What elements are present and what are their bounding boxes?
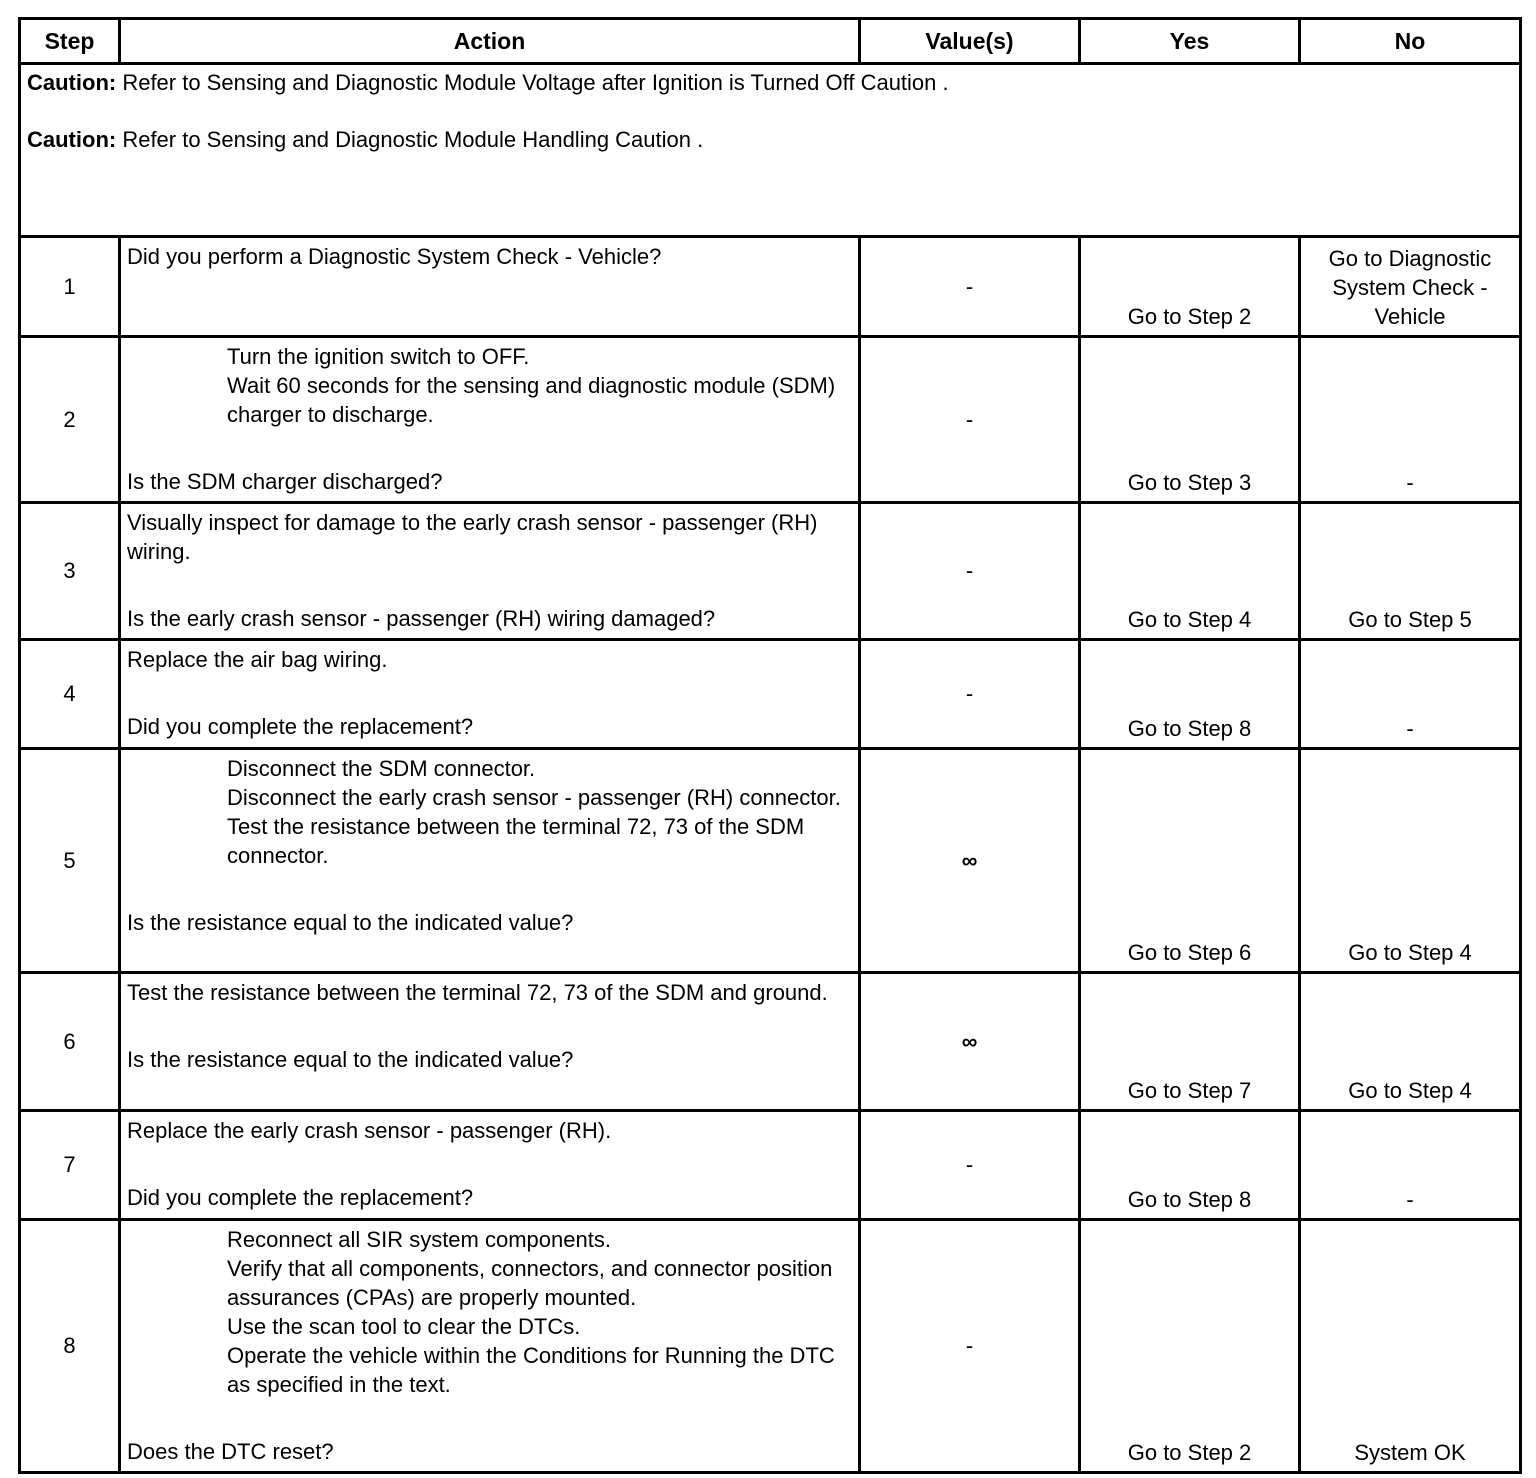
- action-cell: [120, 973, 860, 1111]
- value-cell: -: [860, 337, 1080, 503]
- table-row: [20, 337, 1521, 503]
- action-cell: [120, 503, 860, 640]
- action-cell: [120, 749, 860, 973]
- action-cell: [120, 1220, 860, 1473]
- value-cell: ∞: [860, 749, 1080, 973]
- yes-cell: Go to Step 6: [1080, 749, 1300, 973]
- caution-line: [27, 126, 1513, 154]
- table-row: [20, 973, 1521, 1111]
- table-row: [20, 749, 1521, 973]
- no-cell: Go to Step 4: [1300, 749, 1521, 973]
- action-question: Is the resistance equal to the indicated value?: [127, 910, 574, 935]
- action-question: Is the early crash sensor - passenger (RH) wiring damaged?: [127, 606, 716, 631]
- action-list-item: Disconnect the SDM connector.: [227, 756, 536, 781]
- yes-cell: Go to Step 2: [1080, 1220, 1300, 1473]
- table-row: [20, 1111, 1521, 1220]
- no-cell: Go to Step 5: [1300, 503, 1521, 640]
- step-number: 1: [20, 237, 120, 337]
- no-cell: Go to Step 4: [1300, 973, 1521, 1111]
- action-question: Did you complete the replacement?: [127, 1185, 474, 1210]
- action-cell: [120, 1111, 860, 1220]
- diagnostic-table: [18, 17, 1522, 1474]
- action-text: Replace the early crash sensor - passenger (RH).: [127, 1118, 612, 1143]
- action-text: Did you perform a Diagnostic System Check - Vehicle?: [127, 244, 662, 269]
- action-list-item: Use the scan tool to clear the DTCs.: [227, 1314, 581, 1339]
- yes-cell: Go to Step 8: [1080, 640, 1300, 749]
- value-cell: -: [860, 640, 1080, 749]
- step-number: 7: [20, 1111, 120, 1220]
- action-list-item: Reconnect all SIR system components.: [227, 1227, 611, 1252]
- caution-label: Caution:: [27, 127, 117, 152]
- table-row: [20, 1220, 1521, 1473]
- header-action: Action: [120, 19, 860, 64]
- action-text: Visually inspect for damage to the early crash sensor - passenger (RH) wiring.: [127, 510, 818, 564]
- action-question: Is the SDM charger discharged?: [127, 469, 443, 494]
- step-number: 4: [20, 640, 120, 749]
- no-cell: -: [1300, 337, 1521, 503]
- value-cell: -: [860, 1111, 1080, 1220]
- yes-cell: Go to Step 7: [1080, 973, 1300, 1111]
- action-text: Test the resistance between the terminal 72, 73 of the SDM and ground.: [127, 980, 828, 1005]
- caution-line: [27, 69, 1513, 97]
- value-cell: ∞: [860, 973, 1080, 1111]
- action-question: Does the DTC reset?: [127, 1439, 334, 1464]
- action-list-item: Turn the ignition switch to OFF.: [227, 344, 530, 369]
- no-cell: System OK: [1300, 1220, 1521, 1473]
- action-list: [127, 754, 852, 870]
- step-number: 8: [20, 1220, 120, 1473]
- action-question: Did you complete the replacement?: [127, 714, 474, 739]
- step-number: 5: [20, 749, 120, 973]
- header-yes: Yes: [1080, 19, 1300, 64]
- action-list-item: Test the resistance between the terminal 72, 73 of the SDM connector.: [227, 814, 805, 868]
- no-cell: -: [1300, 1111, 1521, 1220]
- caution-row: [20, 64, 1521, 237]
- header-values: Value(s): [860, 19, 1080, 64]
- table-row: [20, 640, 1521, 749]
- action-cell: [120, 640, 860, 749]
- caution-cell: [20, 64, 1521, 237]
- action-list-item: Disconnect the early crash sensor - passenger (RH) connector.: [227, 785, 841, 810]
- action-question: Is the resistance equal to the indicated value?: [127, 1047, 574, 1072]
- caution-text: Refer to Sensing and Diagnostic Module Voltage after Ignition is Turned Off Caution .: [116, 70, 949, 95]
- yes-cell: Go to Step 2: [1080, 237, 1300, 337]
- action-list-item: Operate the vehicle within the Conditions for Running the DTC as specified in the text.: [227, 1343, 835, 1397]
- action-cell: [120, 337, 860, 503]
- yes-cell: Go to Step 4: [1080, 503, 1300, 640]
- table-row: [20, 237, 1521, 337]
- yes-cell: Go to Step 8: [1080, 1111, 1300, 1220]
- caution-text: Refer to Sensing and Diagnostic Module Handling Caution .: [116, 127, 704, 152]
- header-row: [20, 19, 1521, 64]
- action-list-item: Verify that all components, connectors, and connector position assurances (CPAs) are properly mounted.: [227, 1256, 833, 1310]
- action-list-item: Wait 60 seconds for the sensing and diagnostic module (SDM) charger to discharge.: [227, 373, 836, 427]
- header-no: No: [1300, 19, 1521, 64]
- action-list: [127, 1225, 852, 1399]
- action-list: [127, 342, 852, 429]
- yes-cell: Go to Step 3: [1080, 337, 1300, 503]
- value-cell: -: [860, 237, 1080, 337]
- header-step: Step: [20, 19, 120, 64]
- table-row: [20, 503, 1521, 640]
- step-number: 6: [20, 973, 120, 1111]
- value-cell: -: [860, 503, 1080, 640]
- caution-label: Caution:: [27, 70, 117, 95]
- step-number: 2: [20, 337, 120, 503]
- action-cell: [120, 237, 860, 337]
- value-cell: -: [860, 1220, 1080, 1473]
- action-text: Replace the air bag wiring.: [127, 647, 388, 672]
- step-number: 3: [20, 503, 120, 640]
- no-cell: Go to Diagnostic System Check - Vehicle: [1300, 237, 1521, 337]
- no-cell: -: [1300, 640, 1521, 749]
